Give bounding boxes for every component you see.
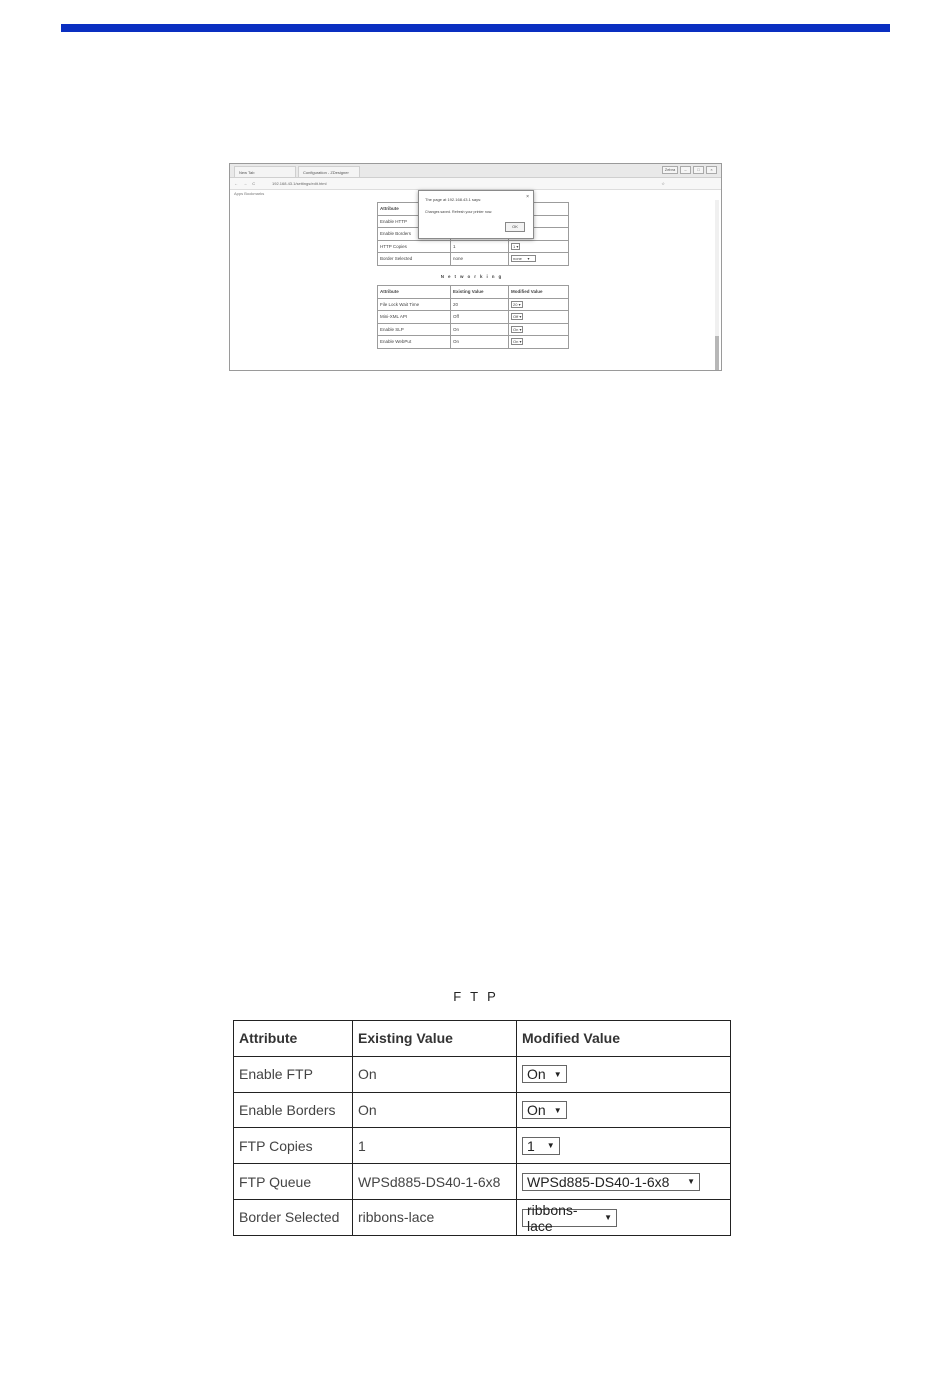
browser-tab[interactable]: New Tab xyxy=(234,166,296,177)
address-bar[interactable] xyxy=(230,178,721,190)
existing-cell: On xyxy=(353,1092,517,1128)
col-header-attribute: Attribute xyxy=(234,1021,353,1057)
modified-cell xyxy=(509,240,569,253)
nav-buttons[interactable]: ← → C xyxy=(234,181,258,186)
existing-cell: none xyxy=(451,253,509,266)
mini-select[interactable]: 20 ▾ xyxy=(513,301,521,307)
close-button[interactable]: × xyxy=(706,166,717,174)
table-row xyxy=(378,323,569,336)
attribute-cell: FTP Copies xyxy=(234,1128,353,1164)
attribute-cell: Enable SLP xyxy=(378,323,451,336)
chevron-down-icon: ▼ xyxy=(604,1213,612,1223)
modified-cell xyxy=(509,253,569,266)
existing-cell: Off xyxy=(451,311,509,324)
ftp-settings-table xyxy=(233,1020,731,1236)
modified-cell xyxy=(517,1128,731,1164)
existing-cell: 20 xyxy=(451,298,509,311)
mini-select[interactable]: Off ▾ xyxy=(513,314,522,320)
col-header: Attribute xyxy=(378,203,451,216)
existing-cell: 1 xyxy=(451,240,509,253)
ok-button[interactable]: OK xyxy=(505,222,525,232)
attribute-cell: Enable FTP xyxy=(234,1056,353,1092)
modified-cell xyxy=(509,323,569,336)
chevron-down-icon: ▼ xyxy=(553,1105,562,1115)
alert-dialog xyxy=(418,190,534,239)
networking-heading: Networking xyxy=(440,274,506,279)
attribute-cell: Enable WebPut xyxy=(378,336,451,349)
browser-screenshot xyxy=(229,163,722,371)
attribute-cell: Enable Borders xyxy=(378,228,451,241)
bookmark-star-icon[interactable]: ☆ xyxy=(661,181,665,186)
attribute-cell: File Lock Wait Time xyxy=(378,298,451,311)
col-header: Attribute xyxy=(378,286,451,299)
mini-select[interactable]: On ▾ xyxy=(513,339,522,345)
existing-cell: WPSd885-DS40-1-6x8 xyxy=(353,1164,517,1200)
modified-cell xyxy=(517,1164,731,1200)
attribute-cell: Border Selected xyxy=(234,1199,353,1235)
browser-tab-strip xyxy=(230,164,721,178)
table-row xyxy=(378,336,569,349)
attribute-cell: HTTP Copies xyxy=(378,240,451,253)
chevron-down-icon: ▼ xyxy=(553,1069,562,1079)
table-row xyxy=(234,1199,731,1235)
minimize-button[interactable]: – xyxy=(680,166,691,174)
table-row xyxy=(234,1092,731,1128)
attribute-cell: Enable Borders xyxy=(234,1092,353,1128)
modified-cell xyxy=(509,336,569,349)
existing-cell: On xyxy=(353,1056,517,1092)
mini-select[interactable]: none ▾ xyxy=(511,255,536,262)
col-header-existing: Existing Value xyxy=(353,1021,517,1057)
attribute-cell: Border Selected xyxy=(378,253,451,266)
networking-table xyxy=(377,285,569,349)
existing-cell: 1 xyxy=(353,1128,517,1164)
modified-cell xyxy=(517,1056,731,1092)
ftp-heading: FTP xyxy=(453,989,505,1004)
chevron-down-icon: ▼ xyxy=(546,1141,555,1151)
scrollbar-thumb[interactable] xyxy=(715,336,719,371)
profile-button[interactable]: Zebra xyxy=(662,166,678,174)
table-row xyxy=(378,240,569,253)
enable-ftp-select[interactable]: On ▼ xyxy=(522,1065,567,1083)
maximize-button[interactable]: □ xyxy=(693,166,704,174)
attribute-cell: Enable HTTP xyxy=(378,215,451,228)
window-controls xyxy=(662,166,717,174)
table-row xyxy=(378,253,569,266)
col-header: Existing Value xyxy=(451,286,509,299)
dialog-title: The page at 192.168.43.1 says: xyxy=(425,197,482,202)
modified-cell xyxy=(509,311,569,324)
modified-cell xyxy=(517,1199,731,1235)
ftp-copies-select[interactable]: 1 ▼ xyxy=(522,1137,560,1155)
browser-tab-active[interactable]: Configuration - ZDesigner xyxy=(298,166,360,177)
mini-select[interactable]: On ▾ xyxy=(513,326,522,332)
close-icon[interactable]: × xyxy=(526,194,529,200)
existing-cell: On xyxy=(451,336,509,349)
col-header-modified: Modified Value xyxy=(517,1021,731,1057)
table-row xyxy=(234,1128,731,1164)
table-row xyxy=(234,1056,731,1092)
scrollbar[interactable] xyxy=(715,200,719,370)
enable-borders-select[interactable]: On ▼ xyxy=(522,1101,567,1119)
existing-cell: On xyxy=(451,323,509,336)
header-rule xyxy=(61,24,890,32)
modified-cell xyxy=(509,298,569,311)
dialog-message: Changes saved. Refresh your printer now. xyxy=(425,210,493,214)
border-selected-select[interactable]: ribbons-lace ▼ xyxy=(522,1209,617,1227)
ftp-queue-select[interactable]: WPSd885-DS40-1-6x8 ▼ xyxy=(522,1173,700,1191)
modified-cell xyxy=(517,1092,731,1128)
existing-cell: ribbons-lace xyxy=(353,1199,517,1235)
table-row xyxy=(378,298,569,311)
bookmarks-bar[interactable]: Apps Bookmarks xyxy=(234,191,265,196)
chevron-down-icon: ▼ xyxy=(687,1177,695,1187)
table-row xyxy=(378,311,569,324)
attribute-cell: Mini-XML API xyxy=(378,311,451,324)
col-header: Modified Value xyxy=(509,286,569,299)
attribute-cell: FTP Queue xyxy=(234,1164,353,1200)
mini-select[interactable]: 1 ▾ xyxy=(513,243,519,249)
url-text[interactable]: 192.168.43.1/settings/edit.html xyxy=(272,181,327,186)
table-row xyxy=(234,1164,731,1200)
